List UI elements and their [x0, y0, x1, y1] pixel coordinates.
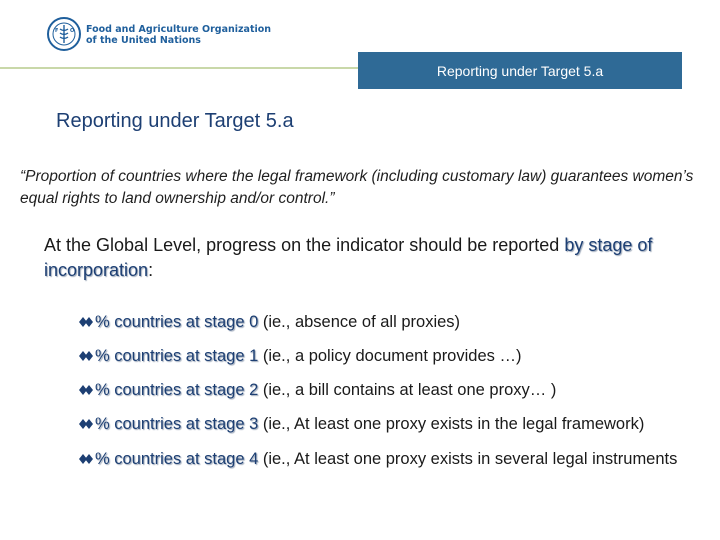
page-title: Reporting under Target 5.a [56, 110, 294, 132]
intro-text: At the Global Level, progress on the indicator should be reported [44, 235, 565, 255]
org-name-line2: of the United Nations [86, 35, 201, 46]
intro-highlight: by stage of incorporation [44, 235, 653, 280]
diamond-bullet-icon [78, 452, 94, 466]
stage-description: (ie., a policy document provides …) [258, 347, 522, 365]
diamond-bullet-icon [78, 383, 94, 397]
org-name-line1: Food and Agriculture Organization [86, 24, 272, 35]
list-item [78, 379, 678, 402]
stage-list [78, 311, 678, 482]
stage-description: (ie., absence of all proxies) [258, 313, 461, 331]
header-divider [0, 67, 358, 69]
stage-label: % countries at stage 2 [95, 381, 259, 399]
diamond-bullet-icon [78, 349, 94, 363]
stage-label: % countries at stage 4 [95, 450, 259, 468]
organization-name [86, 24, 271, 46]
intro-paragraph [44, 233, 684, 283]
list-item [78, 413, 678, 436]
indicator-quote: “Proportion of countries where the legal framework (including customary law) guarantees women’s equal rights to land ownership and/or control.” [20, 168, 694, 207]
stage-label: % countries at stage 0 [95, 313, 259, 331]
fao-logo [46, 16, 82, 52]
title-banner: Reporting under Target 5.a [358, 52, 682, 89]
svg-text:O: O [70, 28, 75, 34]
list-item [78, 311, 678, 334]
stage-description: (ie., At least one proxy exists in the legal framework) [258, 415, 645, 433]
intro-suffix: : [148, 260, 154, 280]
stage-description: (ie., a bill contains at least one proxy… ) [258, 381, 557, 399]
stage-label: % countries at stage 1 [95, 347, 259, 365]
svg-text:F: F [55, 28, 59, 34]
diamond-bullet-icon [78, 315, 94, 329]
list-item [78, 448, 678, 471]
stage-description: (ie., At least one proxy exists in several legal instruments [258, 450, 678, 468]
list-item [78, 345, 678, 368]
diamond-bullet-icon [78, 417, 94, 431]
stage-label: % countries at stage 3 [95, 415, 259, 433]
